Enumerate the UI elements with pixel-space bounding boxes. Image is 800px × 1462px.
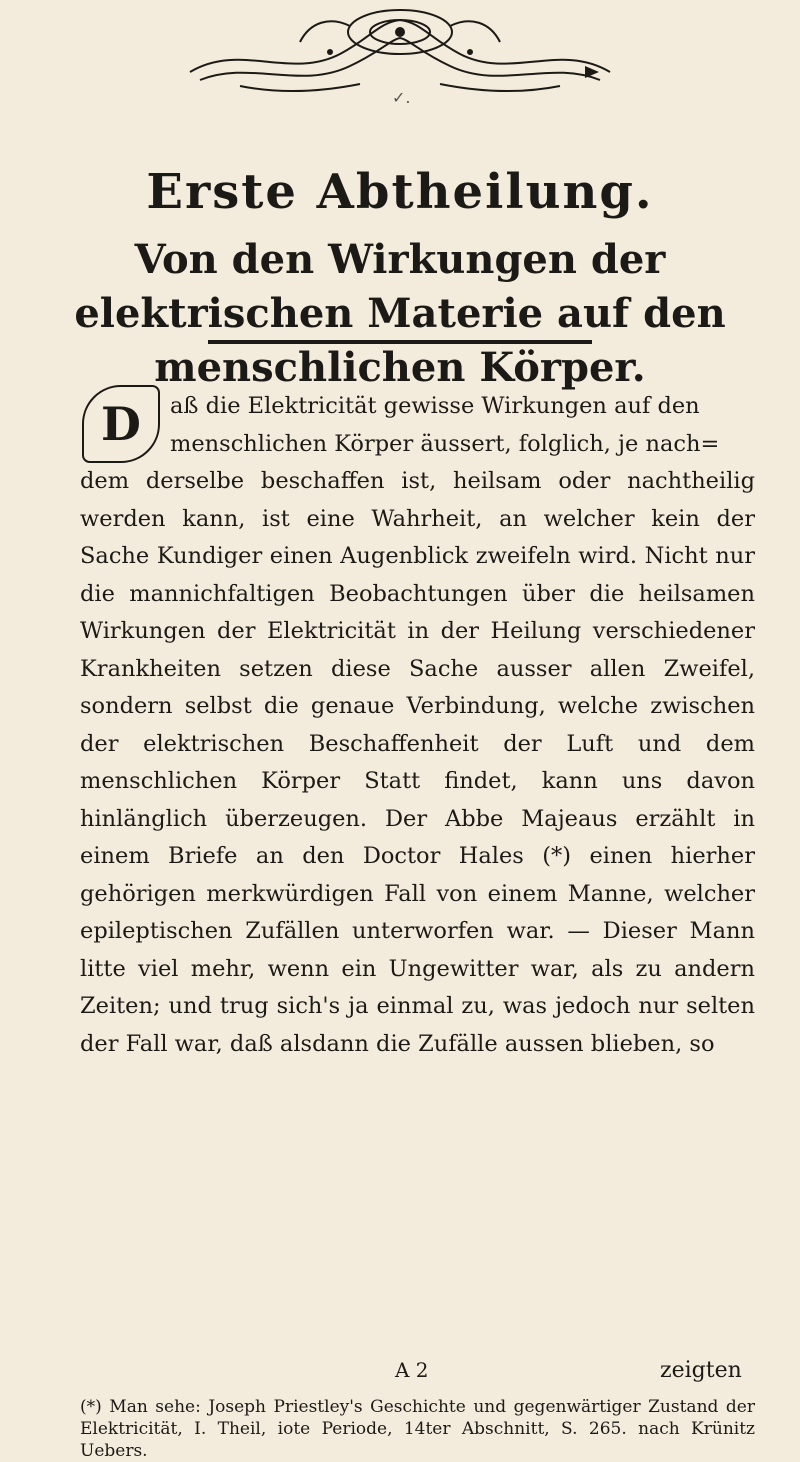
- body-rest: dem derselbe beschaffen ist, heilsam oder nachtheilig werden kann, ist eine Wahrheit, an welcher kein der Sache Kundiger einen Augenblick zweifeln wird. Nicht nur die mannichfaltigen Beobachtungen über die heilsamen Wirkungen der Elektricität in der Heilung verschiedener Krankheiten setzen diese Sache ausser allen Zweifel, sondern selbst die genaue Verbindung, welche zwischen der elektrischen Beschaffenheit der Luft und dem menschlichen Körper Statt findet, kann uns davon hinlänglich überzeugen. Der Abbe Majeaus erzählt in einem Briefe an den Doctor Hales (*) einen hierher gehörigen merkwürdigen Fall von einem Manne, welcher epileptischen Zufällen unterworfen war. — Dieser Mann litte viel mehr, wenn ein Ungewitter war, als zu andern Zeiten; und trug sich's ja einmal zu, was jedoch nur selten der Fall war, daß alsdann die Zufälle aussen blieben, so: [80, 468, 755, 1057]
- title-rule: [208, 340, 592, 344]
- section-title: Erste Abtheilung.: [146, 164, 654, 221]
- footnote: (*) Man sehe: Joseph Priestley's Geschichte und gegenwärtiger Zustand der Elektricität, I. Theil, iote Periode, 14ter Abschnitt, S. 265. nach Krünitz Uebers.: [80, 1397, 755, 1461]
- page-mark: ✓.: [392, 88, 411, 107]
- body-line-2: menschlichen Körper äussert, folglich, je nach=: [170, 430, 720, 457]
- catchword: zeigten: [660, 1358, 742, 1383]
- body-text: [80, 388, 755, 1063]
- body-line-1: aß die Elektricität gewisse Wirkungen auf den: [170, 393, 700, 419]
- section-subtitle: Von den Wirkungen der elektrischen Materie auf den menschlichen Körper.: [74, 236, 726, 392]
- signature-mark: A 2: [395, 1358, 429, 1382]
- dropcap-letter: D: [101, 397, 141, 451]
- body-paragraph: [80, 388, 755, 1063]
- floral-vignette-icon: [180, 2, 620, 102]
